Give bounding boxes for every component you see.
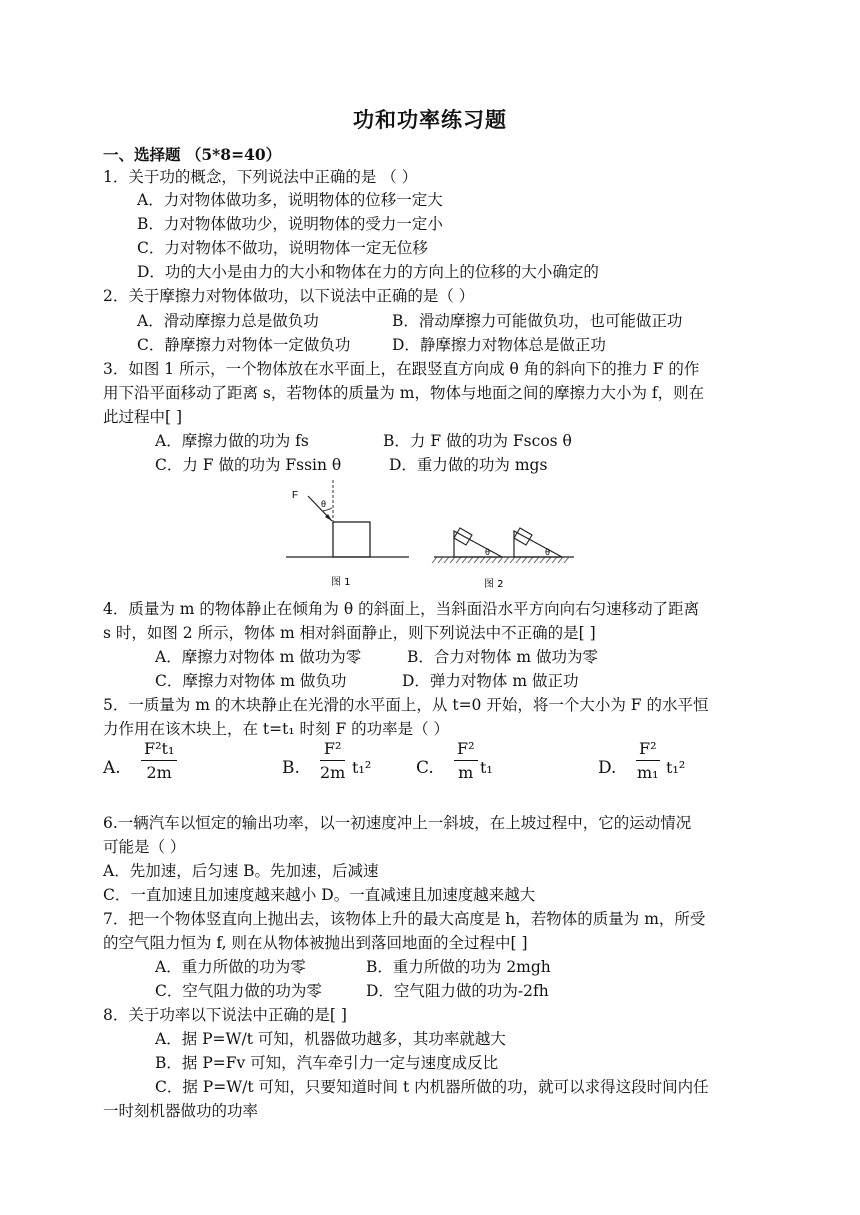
question-8-option-c-line2: 一时刻机器做功的功率 [103,1102,259,1120]
question-4-stem-line2: s 时，如图 2 所示，物体 m 相对斜面静止，则下列说法中不正确的是[ ] [103,624,596,642]
question-2-option-d: D．静摩擦力对物体总是做正功 [392,336,606,354]
fraction: $\frac{\text{F²}}{m}$ [454,738,478,785]
fig1-angle-label: θ [321,499,327,509]
question-2-stem: 2．关于摩擦力对物体做功，以下说法中正确的是（ ） [103,287,475,305]
question-4-option-a: A．摩擦力对物体 m 做功为零 [155,648,362,666]
question-2-option-a: A．滑动摩擦力总是做负功 [137,312,319,330]
fraction: $\frac{\text{F²t₁}}{2m}$ [141,738,177,785]
question-4-stem-line1: 4．质量为 m 的物体静止在倾角为 θ 的斜面上，当斜面沿水平方向向右匀速移动了距离 [103,600,700,618]
question-8-option-a: A．据 P=W/t 可知，机器做功越多，其功率就越大 [155,1030,506,1048]
question-8-option-b: B．据 P=Fv 可知，汽车牵引力一定与速度成反比 [155,1054,499,1072]
question-7-stem-line1: 7．把一个物体竖直向上抛出去，该物体上升的最大高度是 h，若物体的质量为 m，所受 [103,910,706,928]
question-1-option-b: B．力对物体做功少，说明物体的受力一定小 [137,215,443,233]
fraction: $\frac{\text{F²}}{\text{m₁}}$ [636,739,659,782]
question-3-option-d: D．重力做的功为 mgs [389,456,548,474]
question-3-option-a: A．摩擦力做的功为 fs [155,432,309,450]
figure-1-label: 图 1 [331,577,351,588]
question-3-option-c: C．力 F 做的功为 Fssin θ [155,456,342,474]
question-1-option-d: D．功的大小是由力的大小和物体在力的方向上的位移的大小确定的 [137,263,599,281]
page-title: 功和功率练习题 [353,107,507,132]
fig2-angle-label-1: θ [485,547,491,557]
question-2-option-c: C．静摩擦力对物体一定做负功 [137,336,351,354]
question-6-options-ab: A．先加速，后匀速 B。先加速，后减速 [103,862,379,880]
question-3-option-b: B．力 F 做的功为 Fscos θ [383,432,572,450]
question-1-stem: 1．关于功的概念，下列说法中正确的是 （ ） [103,168,418,186]
physics-figures [282,478,582,593]
question-1-option-c: C．力对物体不做功，说明物体一定无位移 [137,239,428,257]
question-4-option-c: C．摩擦力对物体 m 做负功 [155,672,347,690]
section-heading: 一、选择题 （5*8=40） [103,145,282,164]
question-3-stem-line2: 用下沿平面移动了距离 s，若物体的质量为 m，物体与地面之间的摩擦力大小为 f，则在 [103,384,705,402]
figure-1-diagram [286,480,409,588]
question-5-stem-line2: 力作用在该木块上，在 t=t₁ 时刻 F 的功率是（ ） [103,720,450,738]
force-label: F [292,490,299,501]
question-8-option-c-line1: C．据 P=W/t 可知，只要知道时间 t 内机器所做的功，就可以求得这段时间内任 [155,1078,709,1096]
question-3-stem-line3: 此过程中[ ] [103,408,183,426]
question-4-option-d: D．弹力对物体 m 做正功 [402,672,579,690]
question-6-stem-line1: 6.一辆汽车以恒定的输出功率，以一初速度冲上一斜坡，在上坡过程中，它的运动情况 [103,814,692,832]
question-7-stem-line2: 的空气阻力恒为 f, 则在从物体被抛出到落回地面的全过程中[ ] [103,934,528,952]
fig2-angle-label-2: θ [545,547,551,557]
question-6-stem-line2: 可能是（ ） [103,838,186,856]
question-7-option-b: B．重力所做的功为 2mgh [366,958,551,976]
question-8-stem: 8．关于功率以下说法中正确的是[ ] [103,1006,347,1024]
figure-2-diagram [432,528,574,590]
question-2-option-b: B．滑动摩擦力可能做负功，也可能做正功 [392,312,683,330]
question-5-stem-line1: 5．一质量为 m 的木块静止在光滑的水平面上，从 t=0 开始，将一个大小为 F 的水平恒 [103,696,709,714]
question-6-options-cd: C．一直加速且加速度越来越小 D。一直减速且加速度越来越大 [103,886,536,904]
figure-2-label: 图 2 [484,579,504,590]
document-page: 功和功率练习题 一、选择题 （5*8=40） 1．关于功的概念，下列说法中正确的是 （ ） A．力对物体做功多，说明物体的位移一定大 B．力对物体做功少，说明物体的受力一定小 C．力对物体不做功，说明物体一定无位移 D．功的大小是由力的大小和物体在力的方向上的位移的大小确定的 2．关于摩擦力对物体做功，以下说法中正确的是（ ） A．滑动摩擦力总是做负功 B．滑动摩擦力可能做负功，也可能做正功 C．静摩擦力对物体一定做负功 D．静摩擦力对物体总是做正功 3．如图 1 所示，一个物体放在水平面上，在跟竖直方向成 θ 角的斜向下的推力 F 的作 用下沿平面移动了距离 s，若物体的质量为 m，物体与地面之间的摩擦力大小为 f，则在 此过程中[ ] A．摩擦力做的功为 fs B．力 F 做的功为 Fscos θ C．力 F 做的功为 Fssin θ D．重力做的功为 mgs F θ 图 1 θ θ 图 2 4．质量为 m 的物体静止在倾角为 θ 的斜面上，当斜面沿水平方向向右匀速移动了距离 s 时，如图 2 所示，物体 m 相对斜面静止，则下列说法中不正确的是[ ] A．摩擦力对物体 m 做功为零 B．合力对物体 m 做功为零 C．摩擦力对物体 m 做负功 D．弹力对物体 m 做正功 5．一质量为 m 的木块静止在光滑的水平面上，从 t=0 开始，将一个大小为 F 的水平恒 力作用在该木块上，在 t=t₁ 时刻 F 的功率是（ ） A. $\frac{\text{F²t₁}}{2m}$ B. $\frac{\text{F²}}{2m}$ t₁² C. $\frac{\text{F²}}{m}$ t₁ D. $\frac{\text{F²}}{\text{m₁}}$ t₁² 6.一辆汽车以恒定的输出功率，以一初速度冲上一斜坡，在上坡过程中，它的运动情况 可能是（ ） A．先加速，后匀速 B。先加速，后减速 C．一直加速且加速度越来越小 D。一直减速且加速度越来越大 7．把一个物体竖直向上抛出去，该物体上升的最大高度是 h，若物体的质量为 m，所受 的空气阻力恒为 f, 则在从物体被抛出到落回地面的全过程中[ ] A．重力所做的功为零 B．重力所做的功为 2mgh C．空气阻力做的功为零 D．空气阻力做的功为-2fh 8．关于功率以下说法中正确的是[ ] A．据 P=W/t 可知，机器做功越多，其功率就越大 B．据 P=Fv 可知，汽车牵引力一定与速度成反比 C．据 P=W/t 可知，只要知道时间 t 内机器所做的功，就可以求得这段时间内任 一时刻机器做功的功率 [0,0,860,1215]
question-4-option-b: B．合力对物体 m 做功为零 [407,648,598,666]
question-7-option-a: A．重力所做的功为零 [155,958,306,976]
question-3-stem-line1: 3．如图 1 所示，一个物体放在水平面上，在跟竖直方向成 θ 角的斜向下的推力 F 的作 [103,360,700,378]
question-7-option-c: C．空气阻力做的功为零 [155,982,322,1000]
fraction: $\frac{\text{F²}}{2m}$ [320,739,346,782]
question-7-option-d: D．空气阻力做的功为-2fh [366,982,549,1000]
question-1-option-a: A．力对物体做功多，说明物体的位移一定大 [137,191,443,209]
